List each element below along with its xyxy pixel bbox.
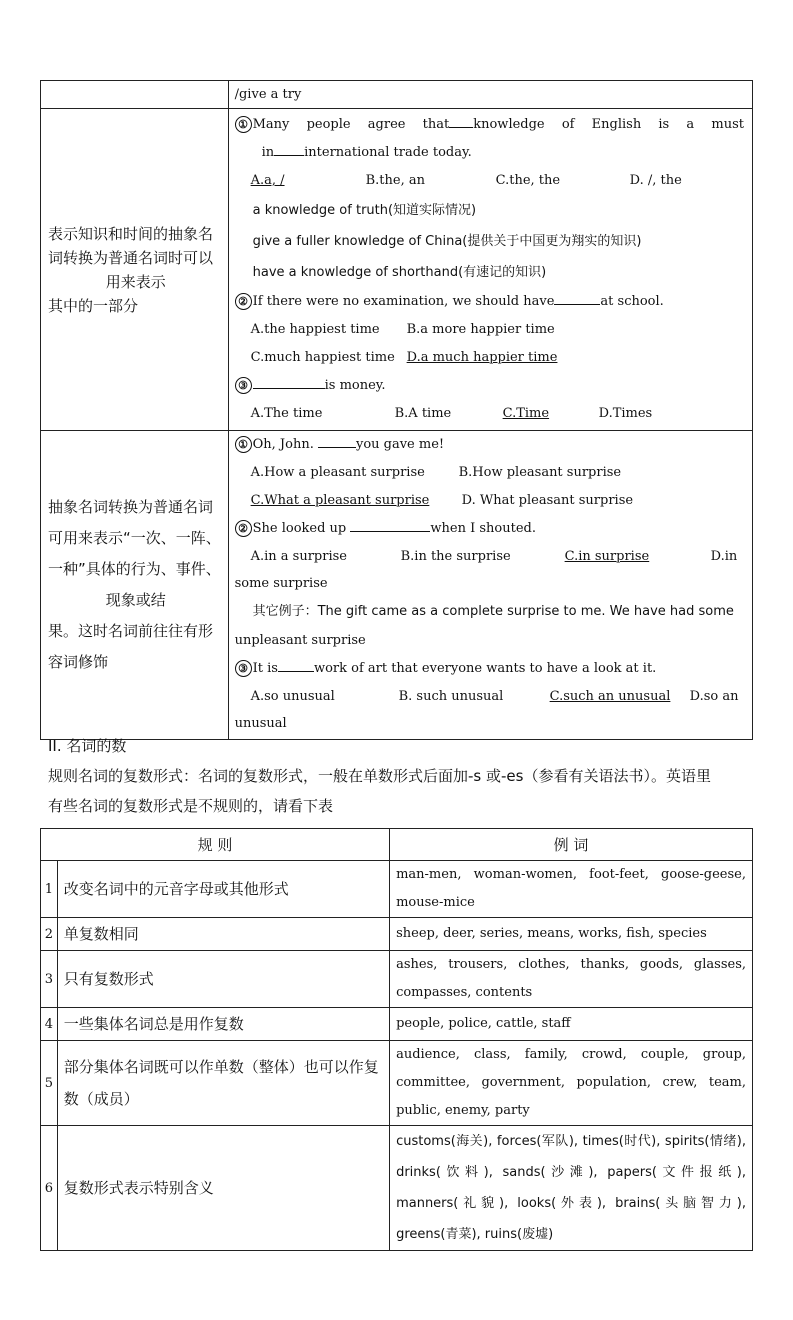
section-paragraph: 有些名词的复数形式是不规则的，请看下表 xyxy=(48,797,334,815)
question-text: when I shouted. xyxy=(430,521,536,536)
option: B.A time xyxy=(394,406,452,421)
option: A.The time xyxy=(250,406,323,421)
option-correct: A.a, / xyxy=(250,173,285,188)
answer-blank xyxy=(350,520,430,532)
rule-text: 果。这时名词前往往有形 xyxy=(48,622,214,640)
option: C.much happiest time xyxy=(250,350,395,365)
table-row xyxy=(41,1126,753,1251)
rule-cell: 只有复数形式 xyxy=(57,951,389,1008)
question-text: is money. xyxy=(324,378,386,393)
option: A.so unusual xyxy=(250,689,335,704)
example-line: have a knowledge of shorthand(有速记的知识) xyxy=(252,265,547,280)
word: that xyxy=(422,117,450,132)
table-header-row xyxy=(41,829,753,861)
example-cell xyxy=(228,109,752,431)
rule-text: 容词修饰 xyxy=(48,653,109,671)
word-group xyxy=(423,111,545,139)
table-row xyxy=(41,431,753,740)
rule-cell: 单复数相同 xyxy=(57,918,389,951)
answer-blank xyxy=(274,144,304,156)
rule-cell: 改变名词中的元音字母或其他形式 xyxy=(57,861,389,918)
row-number: 6 xyxy=(41,1126,58,1251)
answer-blank xyxy=(278,660,314,672)
option-continued: unusual xyxy=(234,716,287,731)
question-text: in xyxy=(261,145,275,160)
question-text: Oh, John. xyxy=(252,437,314,452)
section-heading: II. 名词的数 xyxy=(48,737,127,755)
word: of xyxy=(561,117,575,132)
question-text: Many xyxy=(252,117,290,132)
table-row xyxy=(41,1008,753,1041)
option: A.in a surprise xyxy=(250,549,347,564)
rule-text: 可用来表示“一次、一阵、 xyxy=(48,529,221,547)
table-cell xyxy=(228,81,752,109)
option: B.a more happier time xyxy=(406,322,555,337)
rule-text: 用来表示 xyxy=(105,272,166,291)
options-line xyxy=(235,683,744,711)
column-header: 例 词 xyxy=(390,829,753,861)
rule-text: 表示知识和时间的抽象名 xyxy=(48,224,214,243)
rule-text: 词转换为普通名词时可以 xyxy=(48,248,214,267)
options-line xyxy=(235,344,744,372)
options-line xyxy=(235,487,744,515)
question-text: She looked up xyxy=(252,521,347,536)
table-row xyxy=(41,1041,753,1126)
other-example: unpleasant surprise xyxy=(234,633,366,648)
question-text: work of art that everyone wants to have a look at it. xyxy=(313,661,657,676)
question-line xyxy=(235,111,744,139)
option: D. What pleasant surprise xyxy=(461,493,634,508)
word: must xyxy=(711,117,744,132)
example-cell: audience, class, family, crowd, couple, group, committee, government, population, crew, team, public, enemy, party xyxy=(390,1041,753,1126)
table-row xyxy=(41,109,753,431)
example-cell: sheep, deer, series, means, works, fish, species xyxy=(390,918,753,951)
option-correct: C.Time xyxy=(502,406,550,421)
cell-text: /give a try xyxy=(234,86,302,102)
option: D. /, the xyxy=(629,173,682,188)
option: C.the, the xyxy=(495,173,561,188)
option: B.the, an xyxy=(365,173,425,188)
row-number: 4 xyxy=(41,1008,58,1041)
column-header: 规 则 xyxy=(41,829,390,861)
option-continued: some surprise xyxy=(234,576,328,591)
question-text: If there were no examination, we should have xyxy=(252,294,555,309)
question-text: international trade today. xyxy=(304,145,472,160)
example-cell: people, police, cattle, staff xyxy=(390,1008,753,1041)
example-cell: ashes, trousers, clothes, thanks, goods, glasses, compasses, contents xyxy=(390,951,753,1008)
question-text: It is xyxy=(252,661,278,676)
number-circle: ③ xyxy=(235,377,252,394)
answer-blank xyxy=(253,377,325,389)
example-line: a knowledge of truth(知道实际情况) xyxy=(252,203,477,218)
table-row xyxy=(41,81,753,109)
example-cell: man-men, woman-women, foot-feet, goose-geese, mouse-mice xyxy=(390,861,753,918)
rule-text: 抽象名词转换为普通名词 xyxy=(48,498,214,516)
rule-cell: 部分集体名词既可以作单数（整体）也可以作复数（成员） xyxy=(57,1041,389,1126)
question-start xyxy=(235,111,290,139)
option: A.How a pleasant surprise xyxy=(250,465,425,480)
number-circle: ② xyxy=(235,520,252,537)
table-row xyxy=(41,951,753,1008)
number-circle: ③ xyxy=(235,660,252,677)
rule-text: 其中的一部分 xyxy=(48,296,139,315)
plural-table xyxy=(40,828,753,1251)
options-line xyxy=(235,543,744,571)
example-cell xyxy=(228,431,752,740)
section-paragraph: 规则名词的复数形式：名词的复数形式，一般在单数形式后面加-s 或-es（参看有关语法书）。英语里 xyxy=(48,767,711,785)
option-correct: C.in surprise xyxy=(564,549,650,564)
word: agree xyxy=(367,117,406,132)
option-correct: C.What a pleasant surprise xyxy=(250,493,430,508)
row-number: 1 xyxy=(41,861,58,918)
rule-cell xyxy=(41,109,229,431)
question-line xyxy=(235,655,744,683)
word: is xyxy=(658,117,670,132)
answer-blank xyxy=(318,436,356,448)
option: D.in xyxy=(710,549,738,564)
number-circle: ① xyxy=(235,436,252,453)
answer-blank xyxy=(554,293,600,305)
row-number: 2 xyxy=(41,918,58,951)
options-line xyxy=(235,167,744,195)
word: English xyxy=(591,117,642,132)
number-circle: ① xyxy=(235,116,252,133)
question-text: you gave me! xyxy=(355,437,445,452)
example-line: give a fuller knowledge of China(提供关于中国更为翔实的知识) xyxy=(252,234,642,249)
row-number: 5 xyxy=(41,1041,58,1126)
option: B.How pleasant surprise xyxy=(458,465,622,480)
rule-text: 现象或结 xyxy=(105,591,166,609)
answer-blank xyxy=(449,116,473,128)
options-line xyxy=(235,459,744,487)
option: B. such unusual xyxy=(398,689,504,704)
usage-table xyxy=(40,80,753,740)
option: D.Times xyxy=(598,406,653,421)
question-line xyxy=(235,139,744,167)
question-line xyxy=(235,372,744,400)
option: A.the happiest time xyxy=(250,322,380,337)
other-example: 其它例子：The gift came as a complete surprise to me. We have had some xyxy=(252,604,734,619)
option-correct: C.such an unusual xyxy=(549,689,671,704)
option: D.so an xyxy=(689,689,739,704)
number-circle: ② xyxy=(235,293,252,310)
question-text: at school. xyxy=(600,294,664,309)
question-line xyxy=(235,431,744,459)
question-line xyxy=(235,515,744,543)
word: knowledge xyxy=(473,117,545,132)
rule-cell: 一些集体名词总是用作复数 xyxy=(57,1008,389,1041)
options-line xyxy=(235,400,744,428)
word: a xyxy=(686,117,695,132)
rule-cell xyxy=(41,431,229,740)
table-row xyxy=(41,861,753,918)
question-line xyxy=(235,288,744,316)
row-number: 3 xyxy=(41,951,58,1008)
table-row xyxy=(41,918,753,951)
rule-text: 一种”具体的行为、事件、 xyxy=(48,560,221,578)
word: people xyxy=(306,117,351,132)
option: B.in the surprise xyxy=(400,549,511,564)
example-cell: customs(海关), forces(军队), times(时代), spirits(情绪), drinks(饮料), sands(沙滩), papers(文件报纸), manners(礼貌), looks(外表), brains(头脑智力), greens(青菜), ruins(废墟) xyxy=(390,1126,753,1251)
rule-cell: 复数形式表示特别含义 xyxy=(57,1126,389,1251)
table-cell-empty xyxy=(41,81,229,109)
option-correct: D.a much happier time xyxy=(406,350,558,365)
options-line xyxy=(235,316,744,344)
